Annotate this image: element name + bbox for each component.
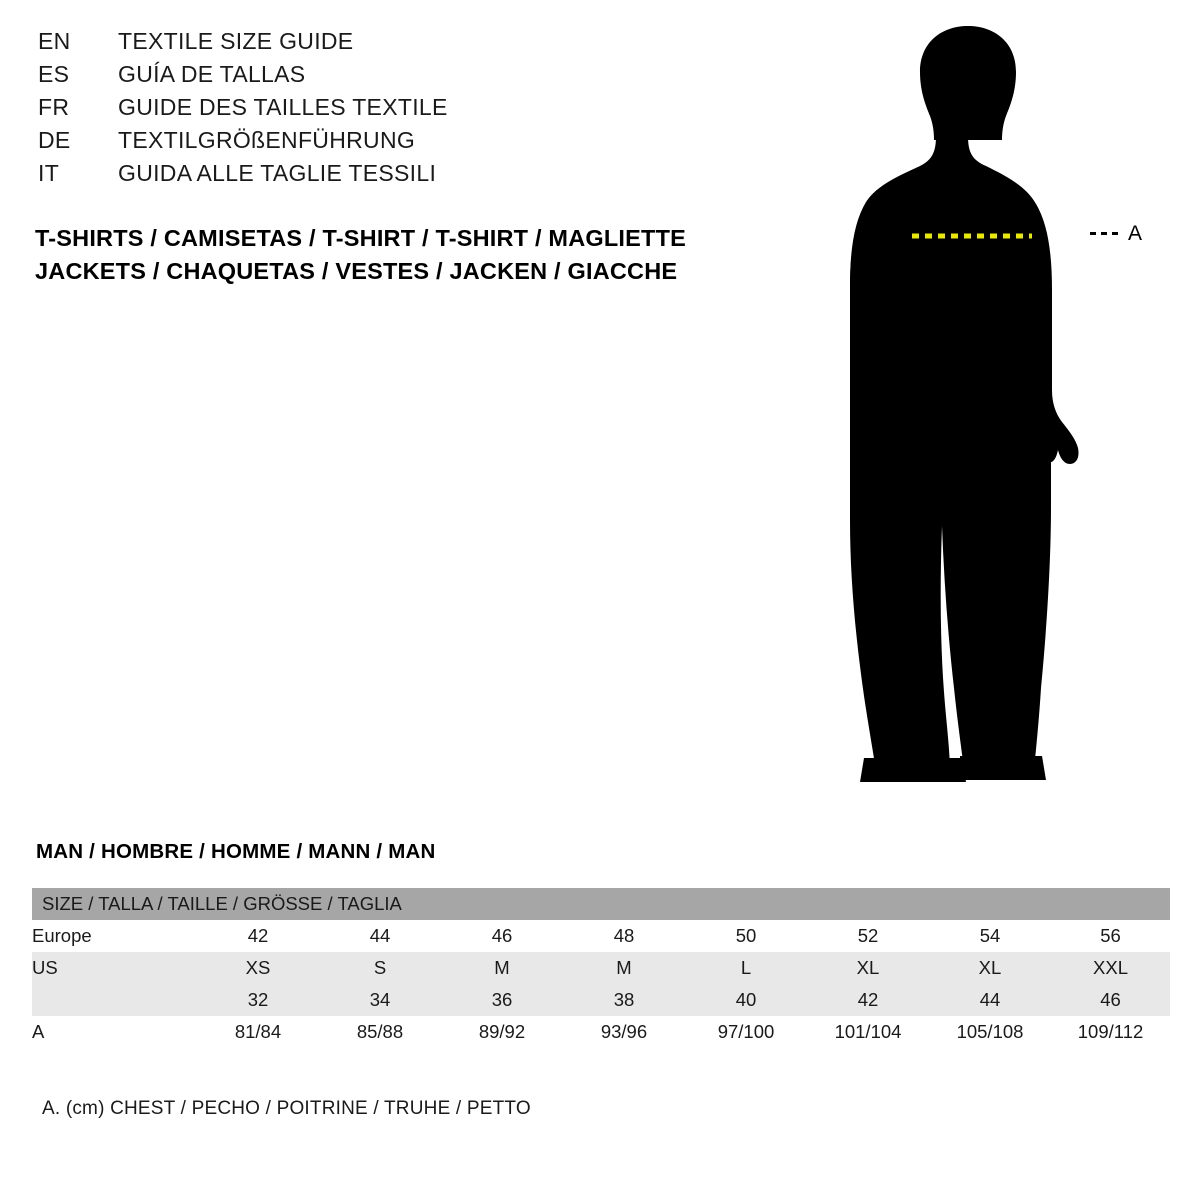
footnote-chest-measurement: A. (cm) CHEST / PECHO / POITRINE / TRUHE / PETTO: [42, 1098, 531, 1119]
cell-numeric-5: 40: [685, 984, 807, 1016]
category-tshirts: T-SHIRTS / CAMISETAS / T-SHIRT / T-SHIRT / MAGLIETTE: [35, 225, 686, 251]
table-row: [32, 984, 1170, 1016]
cell-europe-4: 48: [563, 920, 685, 952]
cell-a-5: 97/100: [685, 1016, 807, 1048]
language-row-es: [38, 61, 798, 94]
table-row: [32, 1016, 1170, 1048]
cell-numeric-8: 46: [1051, 984, 1170, 1016]
cell-a-7: 105/108: [929, 1016, 1051, 1048]
language-code-de: DE: [38, 127, 71, 153]
cell-a-6: 101/104: [807, 1016, 929, 1048]
table-header-row: [32, 888, 1170, 920]
cell-europe-8: 56: [1051, 920, 1170, 952]
cell-numeric-7: 44: [929, 984, 1051, 1016]
measure-label-a: A: [1128, 222, 1143, 245]
cell-us-1: XS: [197, 952, 319, 984]
language-row-en: [38, 28, 798, 61]
cell-a-3: 89/92: [441, 1016, 563, 1048]
cell-us-5: L: [685, 952, 807, 984]
table-header-label: [32, 888, 1170, 920]
size-table: [32, 888, 1170, 1048]
language-code-es: ES: [38, 61, 70, 87]
language-text-en: TEXTILE SIZE GUIDE: [118, 28, 354, 54]
row-label-europe: Europe: [32, 920, 197, 952]
measure-leader-dashes: [1090, 232, 1122, 235]
section-title-man: MAN / HOMBRE / HOMME / MANN / MAN: [36, 840, 436, 863]
language-header-block: [38, 28, 798, 193]
cell-europe-1: 42: [197, 920, 319, 952]
language-code-en: EN: [38, 28, 71, 54]
language-code-it: IT: [38, 160, 60, 186]
category-jackets: JACKETS / CHAQUETAS / VESTES / JACKEN / GIACCHE: [35, 258, 678, 284]
cell-us-3: M: [441, 952, 563, 984]
table-row: [32, 952, 1170, 984]
cell-a-4: 93/96: [563, 1016, 685, 1048]
cell-numeric-4: 38: [563, 984, 685, 1016]
cell-numeric-1: 32: [197, 984, 319, 1016]
cell-europe-2: 44: [319, 920, 441, 952]
cell-numeric-2: 34: [319, 984, 441, 1016]
male-torso-silhouette-shape: [850, 26, 1079, 782]
row-label-numeric: [32, 984, 197, 1016]
language-row-it: [38, 160, 798, 193]
language-text-es: GUÍA DE TALLAS: [118, 61, 306, 87]
language-text-fr: GUIDE DES TAILLES TEXTILE: [118, 94, 448, 120]
cell-europe-3: 46: [441, 920, 563, 952]
language-text-de: TEXTILGRÖßENFÜHRUNG: [118, 127, 416, 153]
row-label-us: US: [32, 952, 197, 984]
cell-a-2: 85/88: [319, 1016, 441, 1048]
language-text-it: GUIDA ALLE TAGLIE TESSILI: [118, 160, 437, 186]
cell-us-6: XL: [807, 952, 929, 984]
table-header-text: SIZE / TALLA / TAILLE / GRÖSSE / TAGLIA: [42, 893, 402, 914]
cell-us-2: S: [319, 952, 441, 984]
language-row-fr: [38, 94, 798, 127]
cell-numeric-6: 42: [807, 984, 929, 1016]
cell-us-4: M: [563, 952, 685, 984]
cell-numeric-3: 36: [441, 984, 563, 1016]
cell-us-8: XXL: [1051, 952, 1170, 984]
cell-us-7: XL: [929, 952, 1051, 984]
language-code-fr: FR: [38, 94, 70, 120]
body-figure: [820, 20, 1180, 810]
table-row: [32, 920, 1170, 952]
language-row-de: [38, 127, 798, 160]
cell-europe-5: 50: [685, 920, 807, 952]
row-label-a: A: [32, 1016, 197, 1048]
cell-europe-7: 54: [929, 920, 1051, 952]
cell-europe-6: 52: [807, 920, 929, 952]
garment-categories: [35, 222, 835, 288]
cell-a-8: 109/112: [1051, 1016, 1170, 1048]
cell-a-1: 81/84: [197, 1016, 319, 1048]
